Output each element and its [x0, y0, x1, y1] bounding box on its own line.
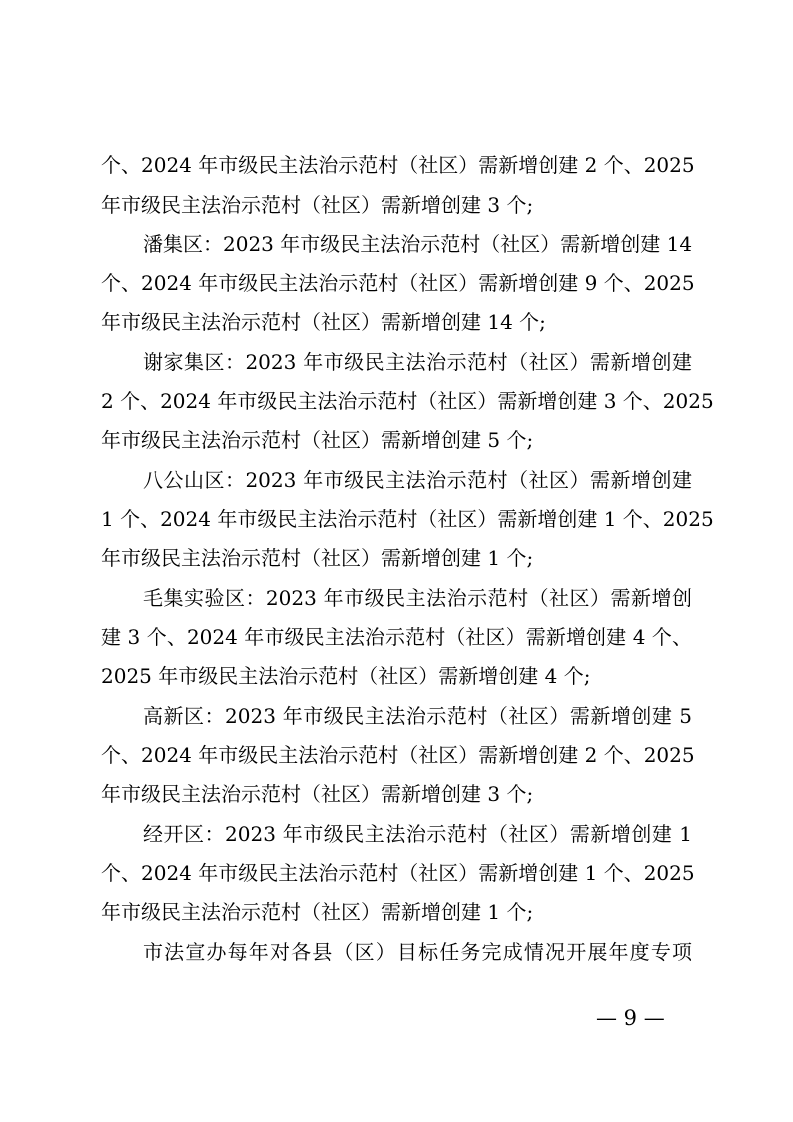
paragraph-line: 市法宣办每年对各县（区）目标任务完成情况开展年度专项	[143, 940, 692, 964]
paragraph-line: 毛集实验区：2023 年市级民主法治示范村（社区）需新增创	[143, 586, 692, 610]
paragraph-line: 个、2024 年市级民主法治示范村（社区）需新增创建 9 个、2025	[101, 271, 695, 295]
paragraph-line: 年市级民主法治示范村（社区）需新增创建 5 个;	[101, 428, 534, 452]
paragraph-line: 八公山区：2023 年市级民主法治示范村（社区）需新增创建	[143, 468, 692, 492]
page-number: — 9 —	[596, 1006, 665, 1030]
paragraph-line: 年市级民主法治示范村（社区）需新增创建 3 个;	[101, 782, 534, 806]
paragraph-line: 个、2024 年市级民主法治示范村（社区）需新增创建 1 个、2025	[101, 861, 695, 885]
paragraph-line: 个、2024 年市级民主法治示范村（社区）需新增创建 2 个、2025	[101, 153, 695, 177]
paragraph-line: 高新区：2023 年市级民主法治示范村（社区）需新增创建 5	[143, 704, 692, 728]
paragraph-line: 1 个、2024 年市级民主法治示范村（社区）需新增创建 1 个、2025	[101, 507, 714, 531]
paragraph-line: 经开区：2023 年市级民主法治示范村（社区）需新增创建 1	[143, 822, 692, 846]
paragraph-line: 年市级民主法治示范村（社区）需新增创建 14 个;	[101, 310, 546, 334]
paragraph-line: 年市级民主法治示范村（社区）需新增创建 1 个;	[101, 900, 534, 924]
paragraph-line: 潘集区：2023 年市级民主法治示范村（社区）需新增创建 14	[143, 232, 693, 256]
paragraph-line: 年市级民主法治示范村（社区）需新增创建 1 个;	[101, 546, 534, 570]
paragraph-line: 建 3 个、2024 年市级民主法治示范村（社区）需新增创建 4 个、	[101, 625, 692, 649]
paragraph-line: 个、2024 年市级民主法治示范村（社区）需新增创建 2 个、2025	[101, 743, 695, 767]
paragraph-line: 2025 年市级民主法治示范村（社区）需新增创建 4 个;	[101, 664, 591, 688]
paragraph-line: 年市级民主法治示范村（社区）需新增创建 3 个;	[101, 193, 534, 217]
paragraph-line: 谢家集区：2023 年市级民主法治示范村（社区）需新增创建	[143, 350, 692, 374]
paragraph-line: 2 个、2024 年市级民主法治示范村（社区）需新增创建 3 个、2025	[101, 389, 714, 413]
